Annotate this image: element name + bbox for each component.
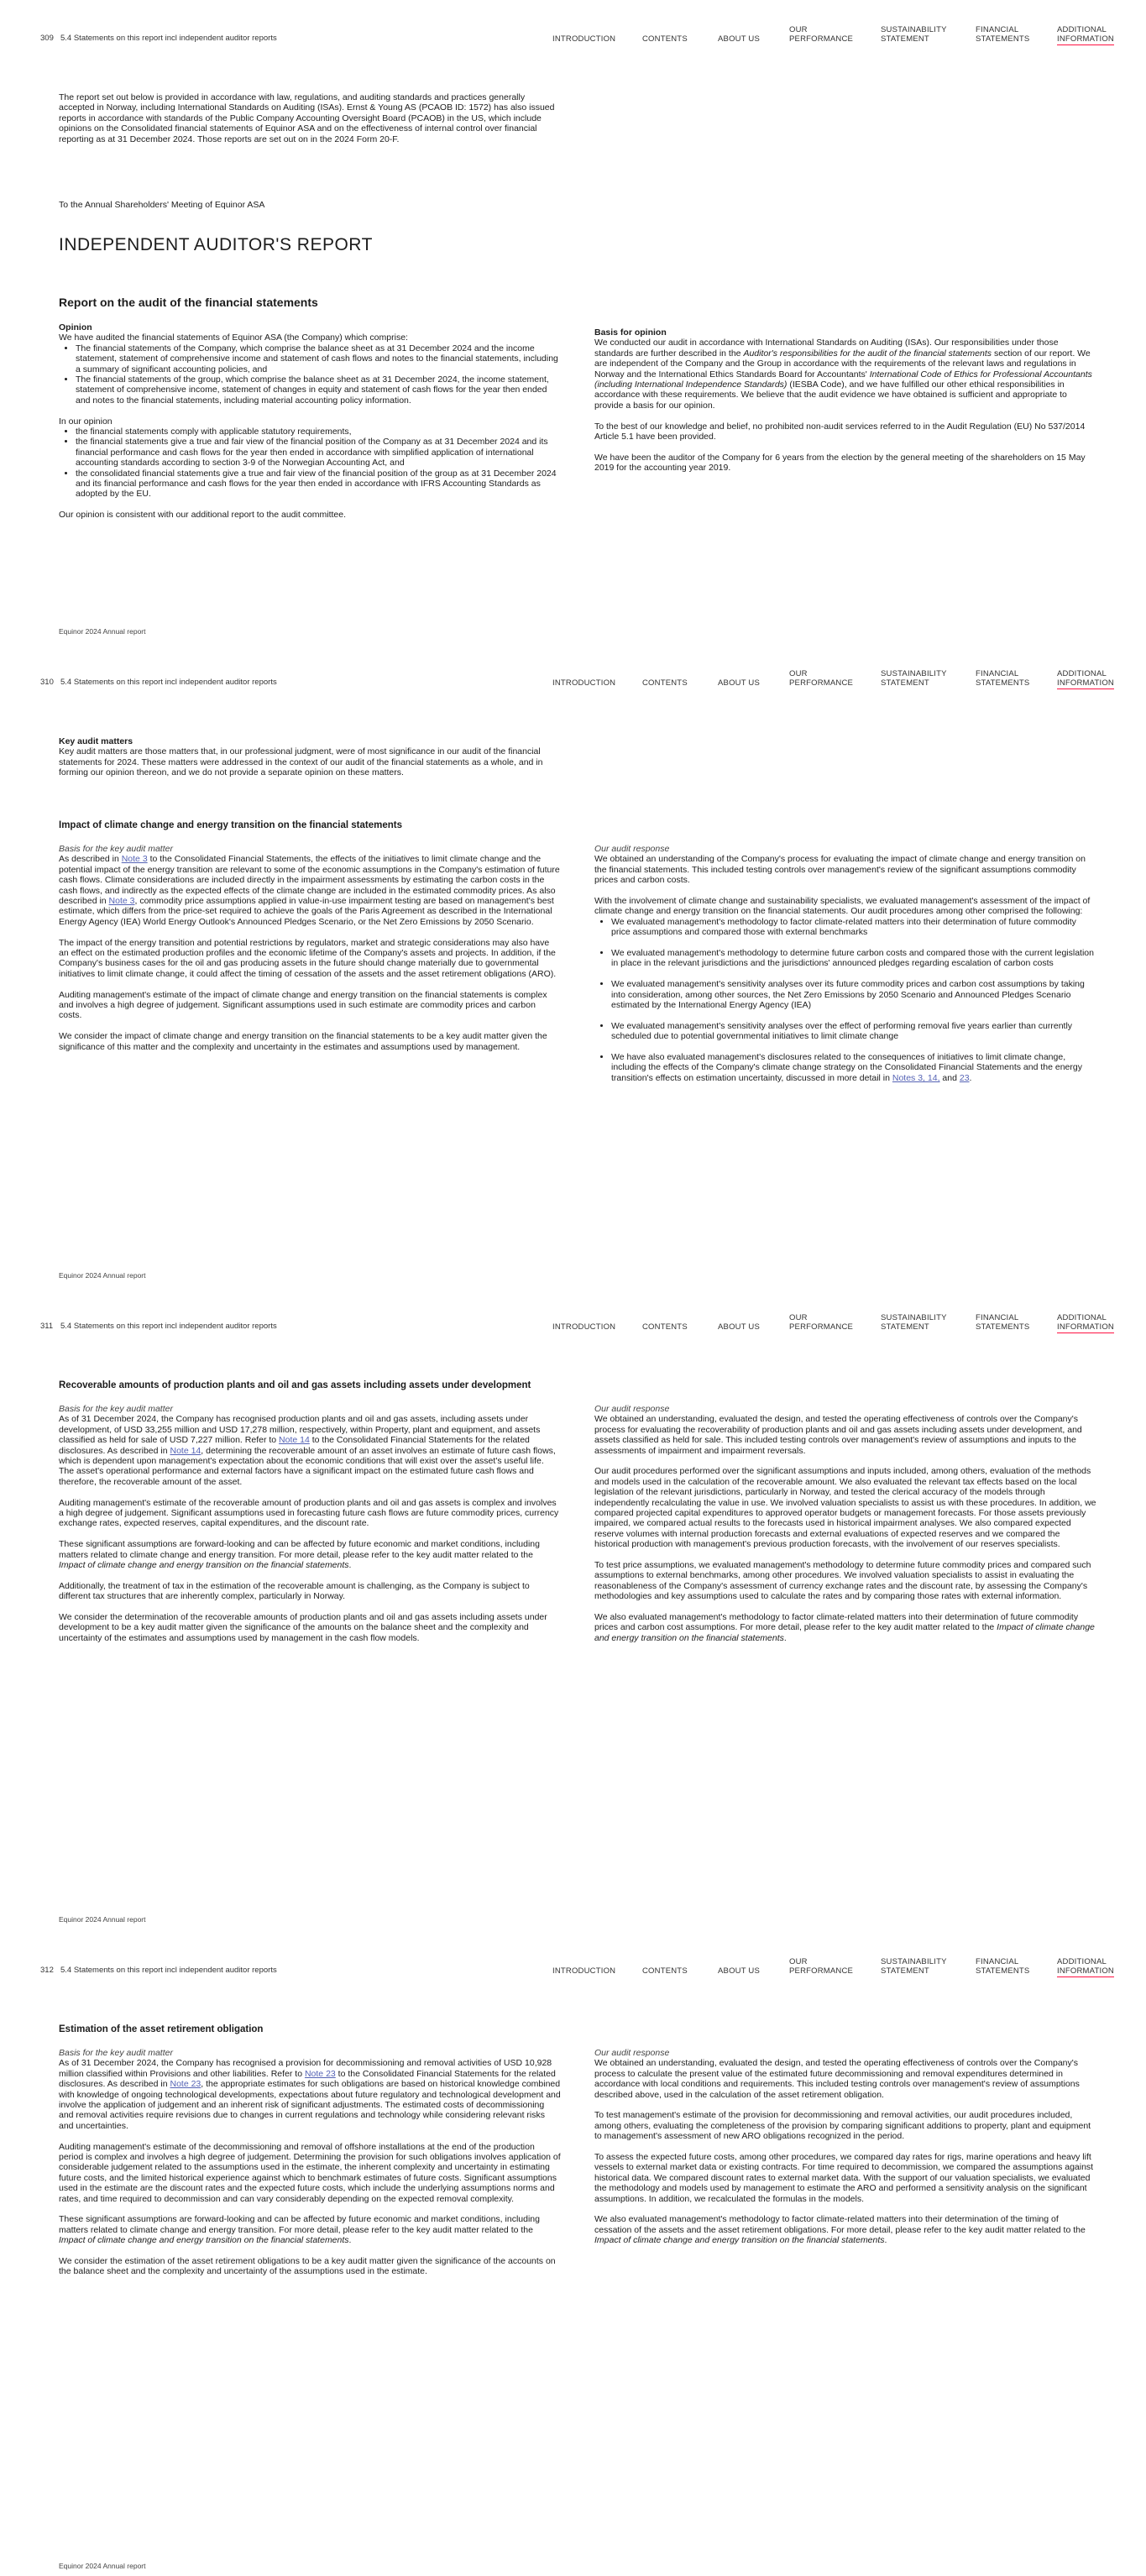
paragraph: We consider the impact of climate change and energy transition on the financial statements to be a key audit matter given the significance of this matter and the complexity and uncertainty in the estimates and assumptions used by management. <box>59 1031 547 1052</box>
text: As of 31 December 2024, the Company has recognised production plants and oil and gas assets, including assets under development, of USD 33,255 million and USD 17,278 million, respectively, within Property, plant and equipment, and assets classified as held for sale of USD 7,227 million. Refer to <box>59 1414 541 1446</box>
page-header <box>0 1288 1146 1338</box>
text: Impact of climate change and energy transition on the financial statements <box>59 2235 349 2246</box>
nav-label: SUSTAINABILITY <box>881 25 947 34</box>
top-nav <box>0 1957 1146 1979</box>
nav-label: SUSTAINABILITY <box>881 1313 947 1322</box>
note-link[interactable]: 23 <box>959 1072 970 1083</box>
text: . <box>783 1632 787 1643</box>
nav-label: STATEMENTS <box>976 1322 1030 1332</box>
text: Impact of climate change and energy transition on the financial statements <box>594 1622 1095 1643</box>
nav-sustainability-statement[interactable] <box>881 1313 947 1332</box>
basis-label: Basis for the key audit matter <box>59 1404 173 1414</box>
list-item: • the financial statements comply with applicable statutory requirements, <box>76 427 561 437</box>
page-header <box>0 0 1146 50</box>
text: section of our report. We are independent of the Company and the Group in accordance with the requirements of the relevant laws and regulations in Norway and the International Ethics Standards Board for Accountants' <box>594 348 1091 380</box>
text: and <box>939 1072 960 1083</box>
nav-label: OUR <box>789 1313 808 1322</box>
text: (IESBA Code), and we have fulfilled our other ethical responsibilities in accordance with these requirements. We believe that the audit evidence we have obtained is sufficient and appropriate to provide a basis for our opinion. <box>594 380 1067 411</box>
nav-financial-statements[interactable] <box>976 25 1029 44</box>
top-nav <box>0 669 1146 691</box>
text: International Code of Ethics for Professional Accountants (including International Independence Standards) <box>594 369 1092 390</box>
page-footer: Equinor 2024 Annual report <box>59 2562 146 2570</box>
nav-label: STATEMENT <box>881 1966 929 1976</box>
nav-our-performance[interactable] <box>789 1957 853 1976</box>
nav-label: OUR <box>789 669 808 678</box>
breadcrumb: 5.4 Statements on this report incl independent auditor reports <box>60 678 277 687</box>
text: Impact of climate change and energy transition on the financial statements <box>59 1560 349 1571</box>
nav-financial-statements[interactable] <box>976 669 1029 688</box>
intro-block <box>59 92 563 154</box>
nav-about-us[interactable]: ABOUT US <box>718 678 760 688</box>
page-footer: Equinor 2024 Annual report <box>59 1915 146 1924</box>
kam-recoverable-title: Recoverable amounts of production plants and oil and gas assets including assets under development <box>59 1380 531 1390</box>
list-item <box>611 1052 1096 1083</box>
paragraph: We obtained an understanding of the Company's process for evaluating the impact of climate change and energy transition on the financial statements. This included testing controls over management's review of the significant assumptions commodity prices and carbon costs. <box>594 854 1086 886</box>
note-link[interactable]: Notes 3, 14, <box>892 1072 940 1083</box>
nav-additional-information[interactable] <box>1057 1313 1114 1333</box>
nav-label: FINANCIAL <box>976 25 1019 34</box>
page-header <box>0 1932 1146 1982</box>
nav-label: PERFORMANCE <box>789 34 854 44</box>
page-309 <box>0 0 1146 644</box>
note-link[interactable]: Note 14 <box>279 1435 310 1446</box>
nav-introduction[interactable]: INTRODUCTION <box>552 34 616 44</box>
text: These significant assumptions are forward-looking and can be affected by future economic and market conditions, including matters related to climate change and energy transition. For more detail, please refer to the key audit matter related to the <box>59 1539 540 1560</box>
nav-contents[interactable]: CONTENTS <box>642 678 688 688</box>
text: Impact of climate change and energy transition on the financial statements <box>594 2235 885 2246</box>
basis-column <box>59 844 561 1062</box>
response-column <box>594 1404 1096 1654</box>
breadcrumb: 5.4 Statements on this report incl independent auditor reports <box>60 1322 277 1331</box>
paragraph: To test price assumptions, we evaluated management's methodology to determine future commodity prices and compared such assumptions to external benchmarks, among other procedures. We involved valuation specialists to assist in evaluating the reasonableness of the Company's assessment of currency exchange rates and the discount rate, by assessing the Company's methodologies and key assumptions used to calculate the rates and by comparing those rates with external information. <box>594 1560 1091 1602</box>
text: Auditor's responsibilities for the audit of the financial statements <box>743 348 992 359</box>
text: As of 31 December 2024, the Company has recognised a provision for decommissioning and removal activities of USD 10,928 million classified within Provisions and other liabilities. Refer to <box>59 2058 552 2079</box>
nav-about-us[interactable]: ABOUT US <box>718 1966 760 1976</box>
nav-contents[interactable]: CONTENTS <box>642 1322 688 1332</box>
nav-label: SUSTAINABILITY <box>881 669 947 678</box>
intro-text: The report set out below is provided in accordance with law, regulations, and auditing standards and practices generally accepted in Norway, including International Standards on Auditing (ISAs). Ernst & Young AS (PCAOB ID: 1572) has also issued reports in accordance with standards of the Public Company Accounting Oversight Board (PCAOB) in the US, which include opinions on the Consolidated financial statements of Equinor ASA and on the effectiveness of internal control over financial reporting as at 31 December 2024. Those reports are set out on in the 2024 Form 20-F. <box>59 92 555 144</box>
list-item: • We evaluated management's methodology to factor climate-related matters into their determination of future commodity price assumptions and compared those with external benchmarks <box>611 917 1096 938</box>
nav-additional-information[interactable] <box>1057 25 1114 45</box>
list-item: • We evaluated management's methodology to determine future carbon costs and compared those with the current legislation in place in the relevant jurisdictions and the jurisdictions' announced pledges regarding escalation of carbon costs <box>611 948 1096 969</box>
nav-label: STATEMENTS <box>976 34 1030 44</box>
response-column <box>594 844 1096 1083</box>
list-item: • We evaluated management's sensitivity analyses over the effect of performing removal five years earlier than currently scheduled due to potential governmental initiatives to limit climate change <box>611 1021 1096 1042</box>
text: . <box>884 2235 887 2246</box>
nav-introduction[interactable]: INTRODUCTION <box>552 1322 616 1332</box>
nav-label: ADDITIONAL <box>1057 669 1107 678</box>
paragraph <box>59 2058 561 2131</box>
nav-label: FINANCIAL <box>976 1313 1019 1322</box>
report-title: INDEPENDENT AUDITOR'S REPORT <box>59 235 373 254</box>
paragraph <box>594 2214 1096 2245</box>
text: We also evaluated management's methodology to factor climate-related matters into their determination of the timing of cessation of the assets and the asset retirement obligations. For more detail, please refer to the key audit matter related to the <box>594 2214 1086 2235</box>
response-label: Our audit response <box>594 2048 670 2058</box>
list-item: • The financial statements of the Company, which comprise the balance sheet as at 31 December 2024 and the income statement, statement of comprehensive income and statement of cash flows and notes to the financial statements, including a summary of significant accounting policies, and <box>76 343 561 374</box>
nav-label: FINANCIAL <box>976 1957 1019 1966</box>
nav-introduction[interactable]: INTRODUCTION <box>552 678 616 688</box>
nav-label: OUR <box>789 1957 808 1966</box>
paragraph <box>594 1612 1096 1643</box>
list-item: • The financial statements of the group, which comprise the balance sheet as at 31 December 2024, the income statement, statement of comprehensive income, statement of changes in equity and statement of cash flows for the year then ended and notes to the financial statements, including material accounting policy information. <box>76 374 561 406</box>
nav-label: STATEMENTS <box>976 678 1030 688</box>
nav-label: STATEMENT <box>881 678 929 688</box>
kam-intro <box>59 736 563 788</box>
list-item: • We evaluated management's sensitivity analyses over its future commodity prices and carbon cost assumptions by taking into consideration, among other sources, the Net Zero Emissions by 2050 Scenario and Announced Pledges Scenario estimated by the International Energy Agency (IEA) <box>611 979 1096 1010</box>
paragraph <box>59 1539 561 1570</box>
nav-label: INFORMATION <box>1057 34 1114 44</box>
basis-column <box>59 2048 561 2287</box>
paragraph <box>59 854 561 927</box>
page-footer: Equinor 2024 Annual report <box>59 627 146 636</box>
top-nav <box>0 1313 1146 1335</box>
page-310 <box>0 644 1146 1288</box>
paragraph <box>59 1414 561 1487</box>
page-number: 312 <box>40 1966 54 1975</box>
nav-sustainability-statement[interactable] <box>881 25 947 44</box>
paragraph: We obtained an understanding, evaluated the design, and tested the operating effectiveness of controls over the Company's process for evaluating the recoverability of production plants and oil and gas assets including assets under development, and assets classified as held for sale. This included testing controls over management's review of assumptions and inputs to the assessments of impairment and impairment reversals. <box>594 1414 1082 1456</box>
addressee: To the Annual Shareholders' Meeting of Equinor ASA <box>59 200 265 210</box>
paragraph: Our opinion is consistent with our additional report to the audit committee. <box>59 510 347 521</box>
list-item: • the financial statements give a true and fair view of the financial position of the Company as at 31 December 2024 and its financial performance and cash flows for the year then ended in accordance with simplified application of international accounting standards according to section 3-9 of the Norwegian Accounting Act, and <box>76 437 561 468</box>
text: , determining the recoverable amount of an asset involves an estimate of future cash flows, which is dependent upon management's expectation about the economic conditions that will exist over the asset's useful life. The asset's operational performance and external factors have a significant impact on the estimated future cash flows and therefore, the recoverable amount of the asset. <box>59 1445 556 1487</box>
note-link[interactable]: Note 3 <box>108 896 135 907</box>
nav-our-performance[interactable] <box>789 25 853 44</box>
kam-aro-title: Estimation of the asset retirement obligation <box>59 2024 264 2034</box>
nav-additional-information[interactable] <box>1057 1957 1114 1977</box>
nav-label: STATEMENT <box>881 34 929 44</box>
nav-label: OUR <box>789 25 808 34</box>
note-link[interactable]: Note 3 <box>121 854 148 865</box>
paragraph: Auditing management's estimate of the decommissioning and removal of offshore installations at the end of the production period is complex and involves a high degree of judgement. Determining the provision for such obligations involves application of considerable judgement related to the assumptions used in the estimate, the inherent complexity and uncertainty in estimating future costs, and the limited historical experience against which to benchmark estimates of future costs. Significant assumptions used in the estimate are the discount rates and the expected future costs, which include the underlying assumptions norms and rates, and time required to decommission and can vary considerably depending on the expected removal complexity. <box>59 2141 561 2204</box>
paragraph: Additionally, the treatment of tax in the estimation of the recoverable amount is challenging, as the Company is subject to different tax structures that are inherently complex, particularly in Norway. <box>59 1580 530 1602</box>
response-label: Our audit response <box>594 844 670 854</box>
basis-label: Basis for the key audit matter <box>59 2048 173 2058</box>
nav-label: STATEMENTS <box>976 1966 1030 1976</box>
nav-introduction[interactable]: INTRODUCTION <box>552 1966 616 1976</box>
page-number: 311 <box>40 1322 54 1331</box>
basis-label: Basis for the key audit matter <box>59 844 173 854</box>
text: . <box>348 2235 352 2246</box>
note-link[interactable]: Note 23 <box>170 2079 201 2090</box>
paragraph: The impact of the energy transition and potential restrictions by regulators, market and strategic considerations may also have an effect on the estimated production profiles and the economic lifetime of the Company's assets and projects. In addition, if the Company's business cases for the oil and gas producing assets in the future should change materially due to governmental initiatives to limit climate change, it could affect the timing of cessation of the assets and the asset retirement obligations (ARO). <box>59 937 557 979</box>
nav-sustainability-statement[interactable] <box>881 669 947 688</box>
nav-contents[interactable]: CONTENTS <box>642 34 688 44</box>
list-item: • the consolidated financial statements give a true and fair view of the financial position of the group as at 31 December 2024 and its financial performance and cash flows for the year then ended in accordance with IFRS Accounting Standards as adopted by the EU. <box>76 469 561 500</box>
nav-label: PERFORMANCE <box>789 1966 854 1976</box>
kam-climate-title: Impact of climate change and energy transition on the financial statements <box>59 820 402 830</box>
basis-column <box>59 1404 561 1654</box>
nav-about-us[interactable]: ABOUT US <box>718 34 760 44</box>
nav-financial-statements[interactable] <box>976 1957 1029 1976</box>
page-footer: Equinor 2024 Annual report <box>59 1271 146 1280</box>
paragraph: We consider the determination of the recoverable amounts of production plants and oil and gas assets including assets under development to be a key audit matter given the significance of the amounts on the balance sheet and the complexity and uncertainty of the estimates and assumptions used by management in the cash flow models. <box>59 1612 547 1643</box>
paragraph: Key audit matters are those matters that, in our professional judgment, were of most significance in our audit of the financial statements for 2024. These matters were addressed in the context of our audit of the financial statements as a whole, and in forming our opinion thereon, and we do not provide a separate opinion on these matters. <box>59 746 543 778</box>
bullet-list <box>59 427 561 500</box>
page-311 <box>0 1288 1146 1932</box>
nav-label: ADDITIONAL <box>1057 1957 1107 1966</box>
text: , commodity price assumptions applied in value-in-use impairment testing are based on management's best estimate, which differs from the price-set required to achieve the goals of the Paris Agreement as described in the International Energy Agency (IEA) World Energy Outlook's Announced Pledges Scenario, or the Net Zero Emissions by 2050 Scenario. <box>59 896 554 927</box>
paragraph: To test management's estimate of the provision for decommissioning and removal activities, our audit procedures included, among others, evaluating the completeness of the provision by comparing significant additions to property, plant and equipment to management's assessment of new ARO obligations recognized in the period. <box>594 2110 1091 2142</box>
paragraph: Auditing management's estimate of the impact of climate change and energy transition on the financial statements is complex and involves a high degree of judgement. Significant assumptions used in such estimate are commodity prices and carbon costs. <box>59 989 547 1021</box>
nav-label: ADDITIONAL <box>1057 1313 1107 1322</box>
paragraph: Auditing management's estimate of the recoverable amount of production plants and oil and gas assets is complex and involves a high degree of judgement. Significant assumptions used in forecasting future cash flows are future commodity prices, currency exchange rates, expected reserves, capital expenditures, and the discount rate. <box>59 1497 559 1529</box>
breadcrumb: 5.4 Statements on this report incl independent auditor reports <box>60 1966 277 1975</box>
paragraph: To the best of our knowledge and belief, no prohibited non-audit services referred to in the Audit Regulation (EU) No 537/2014 Article 5.1 have been provided. <box>594 421 1086 442</box>
section-title: Report on the audit of the financial statements <box>59 296 318 309</box>
response-label: Our audit response <box>594 1404 670 1414</box>
paragraph: In our opinion <box>59 416 113 427</box>
basis-title: Basis for opinion <box>594 327 667 338</box>
top-nav <box>0 25 1146 47</box>
nav-label: PERFORMANCE <box>789 1322 854 1332</box>
text: We conducted our audit in accordance with International Standards on Auditing (ISAs). Our responsibilities under those standards are further described in the <box>594 338 1059 359</box>
note-link[interactable]: Note 23 <box>304 2068 336 2079</box>
paragraph: With the involvement of climate change and sustainability specialists, we evaluated management's assessment of the impact of climate change and energy transition on the financial statements. Our audit procedures among other comprised the following: <box>594 896 1091 917</box>
nav-our-performance[interactable] <box>789 1313 853 1332</box>
response-column <box>594 2048 1096 2256</box>
nav-label: PERFORMANCE <box>789 678 854 688</box>
paragraph: Our audit procedures performed over the significant assumptions and inputs included, among others, evaluation of the methods and models used in the calculation of the recoverable amount. We also evaluated the relevant tax effects based on the local legislation of the relevant jurisdictions, particularly in Norway, and tested the clerical accuracy of the models through independently recalculating the value in use. We involved valuation specialists to assist us with these procedures. In addition, we compared projected capital expenditures to approved operator budgets or management forecasts. For those assets previously impaired, we compared actual results to the forecasts used in historical impairment analyses. We also compared expected reserve volumes with internal production forecasts and external evaluations of expected reserves and we compared the historical production with management's previous production forecasts, with the involvement of our reserves specialists. <box>594 1466 1096 1550</box>
nav-label: FINANCIAL <box>976 669 1019 678</box>
opinion-title: Opinion <box>59 322 92 332</box>
note-link[interactable]: Note 14 <box>170 1445 201 1456</box>
nav-about-us[interactable]: ABOUT US <box>718 1322 760 1332</box>
text: to the Consolidated Financial Statements, the effects of the initiatives to limit climate change and the potential impact of the energy transition are relevant to some of the economic assumptions in the Company's estimation of future cash flows. Climate considerations are included directly in the impairment assessments by estimating the carbon costs in the cash flows, and indirectly as the expected effects of the climate change are included in the estimated commodity prices. As also described in <box>59 854 560 907</box>
paragraph: We have audited the financial statements of Equinor ASA (the Company) which comprise: <box>59 332 408 343</box>
page-header <box>0 644 1146 694</box>
text: to the Consolidated Financial Statements for the related disclosures. As described in <box>59 1435 530 1456</box>
paragraph: To assess the expected future costs, among other procedures, we compared day rates for rigs, marine operations and heavy lift vessels to external market data or existing contracts. For time required to decommission, we compared the assumptions against historical data. We compared discount rates to external market data. With the support of our valuation specialists, we evaluated the methodology and models used by management to estimate the ARO and performed a sensitivity analysis on the significant assumptions. In addition, we recalculated the formulas in the models. <box>594 2152 1094 2204</box>
nav-label: STATEMENT <box>881 1322 929 1332</box>
bullet-list <box>594 917 1096 1083</box>
text: We also evaluated management's methodology to factor climate-related matters into their determination of future commodity prices and carbon cost assumptions. For more detail, please refer to the key audit matter related to the <box>594 1612 1079 1633</box>
text: . <box>969 1072 972 1083</box>
nav-additional-information[interactable] <box>1057 669 1114 689</box>
page-number: 309 <box>40 34 54 43</box>
nav-label: INFORMATION <box>1057 1966 1114 1976</box>
opinion-column <box>59 322 561 531</box>
text: These significant assumptions are forward-looking and can be affected by future economic and market conditions, including matters related to climate change and energy transition. For more detail, please refer to the key audit matter related to the <box>59 2214 540 2235</box>
nav-contents[interactable]: CONTENTS <box>642 1966 688 1976</box>
text: As described in <box>59 854 122 865</box>
page-312 <box>0 1932 1146 2576</box>
basis-column <box>594 327 1096 484</box>
text: to the Consolidated Financial Statements for the related disclosures. As described in <box>59 2068 556 2090</box>
text: . <box>348 1560 352 1571</box>
nav-label: SUSTAINABILITY <box>881 1957 947 1966</box>
addressee-block <box>59 200 563 221</box>
paragraph: We consider the estimation of the asset retirement obligations to be a key audit matter given the significance of the accounts on the balance sheet and the complexity and uncertainty of the assumptions used in the estimate. <box>59 2256 556 2277</box>
text: , the appropriate estimates for such obligations are based on historical knowledge combined with knowledge of ongoing technological developments, expectations about future regulatory and technological development and involve the application of judgement and an inherent risk of significant adjustments. The estimated costs of decommissioning and removal activities require revisions due to changes in current regulations and technology while considering relevant risks and uncertainties. <box>59 2079 561 2131</box>
nav-our-performance[interactable] <box>789 669 853 688</box>
nav-financial-statements[interactable] <box>976 1313 1029 1332</box>
paragraph <box>594 338 1096 411</box>
nav-sustainability-statement[interactable] <box>881 1957 947 1976</box>
nav-label: INFORMATION <box>1057 678 1114 688</box>
kam-title: Key audit matters <box>59 736 133 746</box>
page-number: 310 <box>40 678 54 687</box>
text: We have also evaluated management's disclosures related to the consequences of initiatives to limit climate change, including the effects of the Company's climate change strategy on the Consolidated Financial Statements and the energy transition's effects on estimation uncertainty, discussed in more detail in <box>611 1052 1082 1083</box>
nav-label: ADDITIONAL <box>1057 25 1107 34</box>
paragraph <box>59 2214 561 2245</box>
paragraph: We obtained an understanding, evaluated the design, and tested the operating effectiveness of controls over the Company's process to calculate the present value of the estimated future decommissioning and removal expenditures determined in accordance with local conditions and requirements. This included testing controls over management's review of assumptions described above, used in the calculation of the asset retirement obligation. <box>594 2058 1080 2100</box>
paragraph: We have been the auditor of the Company for 6 years from the election by the general meeting of the shareholders on 15 May 2019 for the accounting year 2019. <box>594 452 1086 474</box>
bullet-list <box>59 343 561 406</box>
nav-label: INFORMATION <box>1057 1322 1114 1332</box>
breadcrumb: 5.4 Statements on this report incl independent auditor reports <box>60 34 277 43</box>
